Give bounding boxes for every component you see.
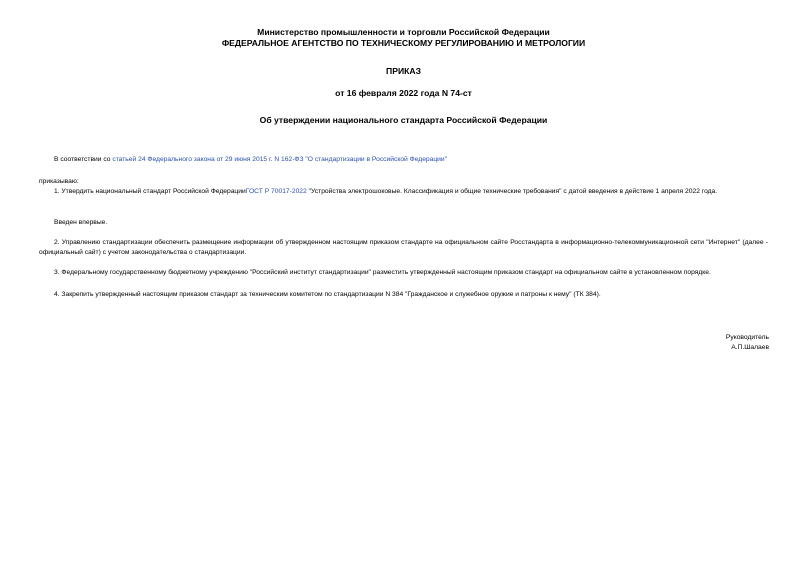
item-1-text: 1. Утвердить национальный стандарт Российской Федерации bbox=[54, 188, 246, 195]
item-2-paragraph: 2. Управлению стандартизации обеспечить размещение информации об утвержденном настоящим приказом стандарте на официальном сайте Росстандарта в информационно-телекоммуникационной сети "Интернет" (далее - официальный сайт) с учетом законодательства о стандартизации. bbox=[39, 239, 768, 256]
preamble-text: В соответствии со bbox=[54, 156, 113, 163]
item-1-text-after: "Устройства электрошоковые. Классификация и общие технические требования" с датой введения в действие 1 апреля 2022 года. bbox=[306, 188, 718, 195]
document-title: Об утверждении национального стандарта Российской Федерации bbox=[259, 115, 548, 125]
order-word: приказываю: bbox=[39, 178, 79, 185]
signature-position: Руководитель bbox=[725, 334, 769, 341]
agency-heading: ФЕДЕРАЛЬНОЕ АГЕНТСТВО ПО ТЕХНИЧЕСКОМУ РЕГУЛИРОВАНИЮ И МЕТРОЛОГИИ bbox=[221, 38, 586, 48]
document-date-number: от 16 февраля 2022 года N 74-ст bbox=[335, 88, 472, 98]
signature-name: А.П.Шалаев bbox=[731, 344, 769, 351]
introduced-note: Введен впервые. bbox=[54, 219, 108, 226]
document-type: ПРИКАЗ bbox=[386, 66, 421, 76]
item-4-paragraph: 4. Закрепить утвержденный настоящим приказом стандарт за техническим комитетом по стандартизации N 384 "Гражданское и служебное оружие и патроны к нему" (ТК 384). bbox=[54, 291, 601, 298]
preamble-paragraph bbox=[39, 155, 768, 165]
ministry-heading: Министерство промышленности и торговли Российской Федерации bbox=[257, 27, 550, 37]
item-1-paragraph bbox=[39, 187, 768, 197]
law-link[interactable]: статьей 24 Федерального закона от 29 июня 2015 г. N 162-ФЗ "О стандартизации в Российской Федерации" bbox=[112, 156, 448, 163]
gost-link[interactable]: ГОСТ Р 70017-2022 bbox=[245, 188, 307, 195]
item-3-paragraph: 3. Федеральному государственному бюджетному учреждению "Российский институт стандартизации" разместить утвержденный настоящим приказом стандарт на официальном сайте в установленном порядке. bbox=[54, 269, 711, 276]
